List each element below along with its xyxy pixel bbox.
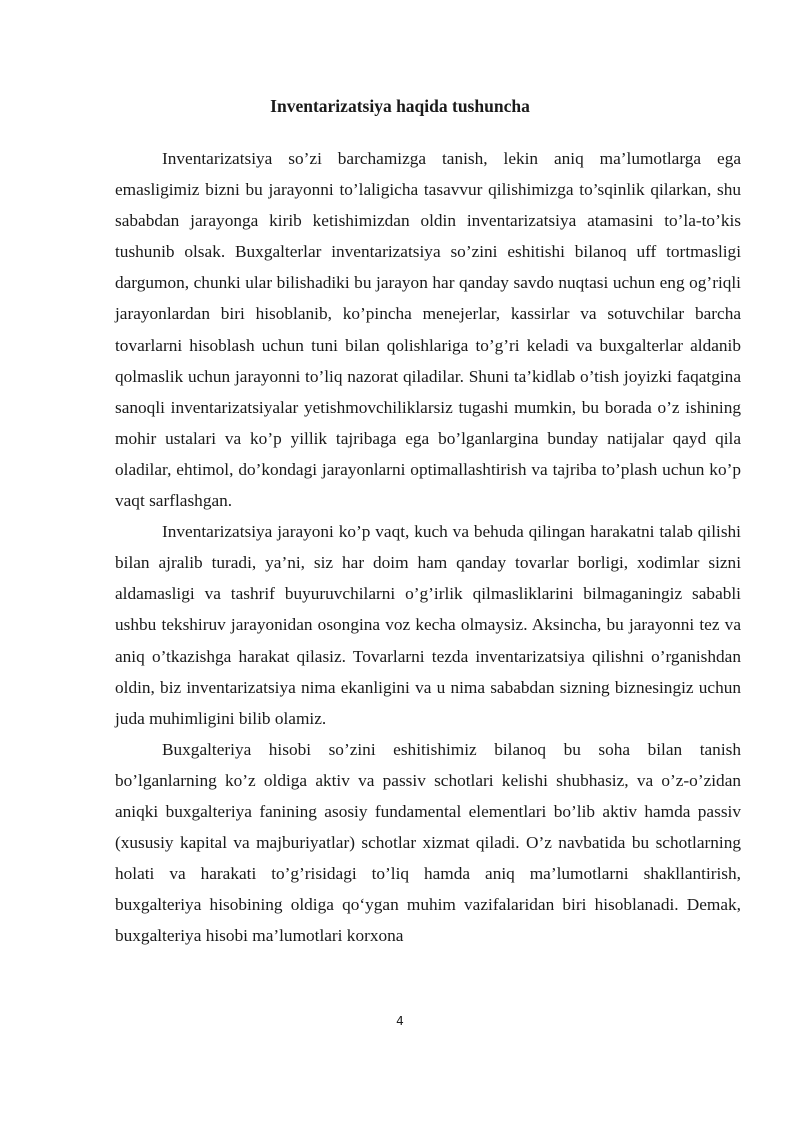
- paragraph-1: Inventarizatsiya so’zi barchamizga tanish, lekin aniq ma’lumotlarga ega emasligimiz bizni bu jarayonni to’laligicha tasavvur qilishimizga to’sqinlik qilarkan, shu sababdan jarayonga kirib ketishimizdan oldin inventarizatsiya atamasini to’la-to’kis tushunib olsak. Buxgalterlar inventarizatsiya so’zini eshitishi bilanoq uff tortmasligi dargumon, chunki ular bilishadiki bu jarayon har qanday savdo nuqtasi uchun eng og’riqli jarayonlardan biri hisoblanib, ko’pincha menejerlar, kassirlar va sotuvchilar barcha tovarlarni hisoblash uchun tuni bilan qolishlariga to’g’ri keladi va buxgalterlar aldanib qolmaslik uchun jarayonni to’liq nazorat qiladilar. Shuni ta’kidlab o’tish joyizki faqatgina sanoqli inventarizatsiyalar yetishmovchiliklarsiz tugashi mumkin, bu borada o’z ishining mohir ustalari va ko’p yillik tajribaga ega bo’lganlargina bunday natijalar qayd qila oladilar, ehtimol, do’kondagi jarayonlarni optimallashtirish va tajriba to’plash uchun ko’p vaqt sarflashgan.: [115, 149, 741, 511]
- page-title: Inventarizatsiya haqida tushuncha: [270, 96, 530, 116]
- page-number: 4: [396, 1014, 404, 1028]
- body-text: [115, 143, 741, 951]
- paragraph-3: Buxgalteriya hisobi so’zini eshitishimiz bilanoq bu soha bilan tanish bo’lganlarning ko’z oldiga aktiv va passiv schotlari kelishi shubhasiz, va o’z-o’zidan aniqki buxgalteriya fanining asosiy fundamental elementlari bo’lib aktiv hamda passiv (xususiy kapital va majburiyatlar) schotlar xizmat qiladi. O’z navbatida bu schotlarning holati va harakati to’g’risidagi to’liq hamda aniq ma’lumotlarni shakllantirish, buxgalteriya hisobining oldiga qo‘ygan muhim vazifalaridan biri hisoblanadi. Demak, buxgalteriya hisobi ma’lumotlari korxona: [115, 739, 741, 946]
- paragraph-2: Inventarizatsiya jarayoni ko’p vaqt, kuch va behuda qilingan harakatni talab qilishi bilan ajralib turadi, ya’ni, siz har doim ham qanday tovarlar borligi, xodimlar sizni aldamasligi va tashrif buyuruvchilarni o’g’irlik qilmasliklarini bilmaganingiz sababli ushbu tekshiruv jarayonidan osongina voz kecha olmaysiz. Aksincha, bu jarayonni tez va aniq o’tkazishga harakat qilasiz. Tovarlarni tezda inventarizatsiya qilishni o’rganishdan oldin, biz inventarizatsiya nima ekanligini va u nima sababdan sizning biznesingiz uchun juda muhimligini bilib olamiz.: [115, 522, 741, 728]
